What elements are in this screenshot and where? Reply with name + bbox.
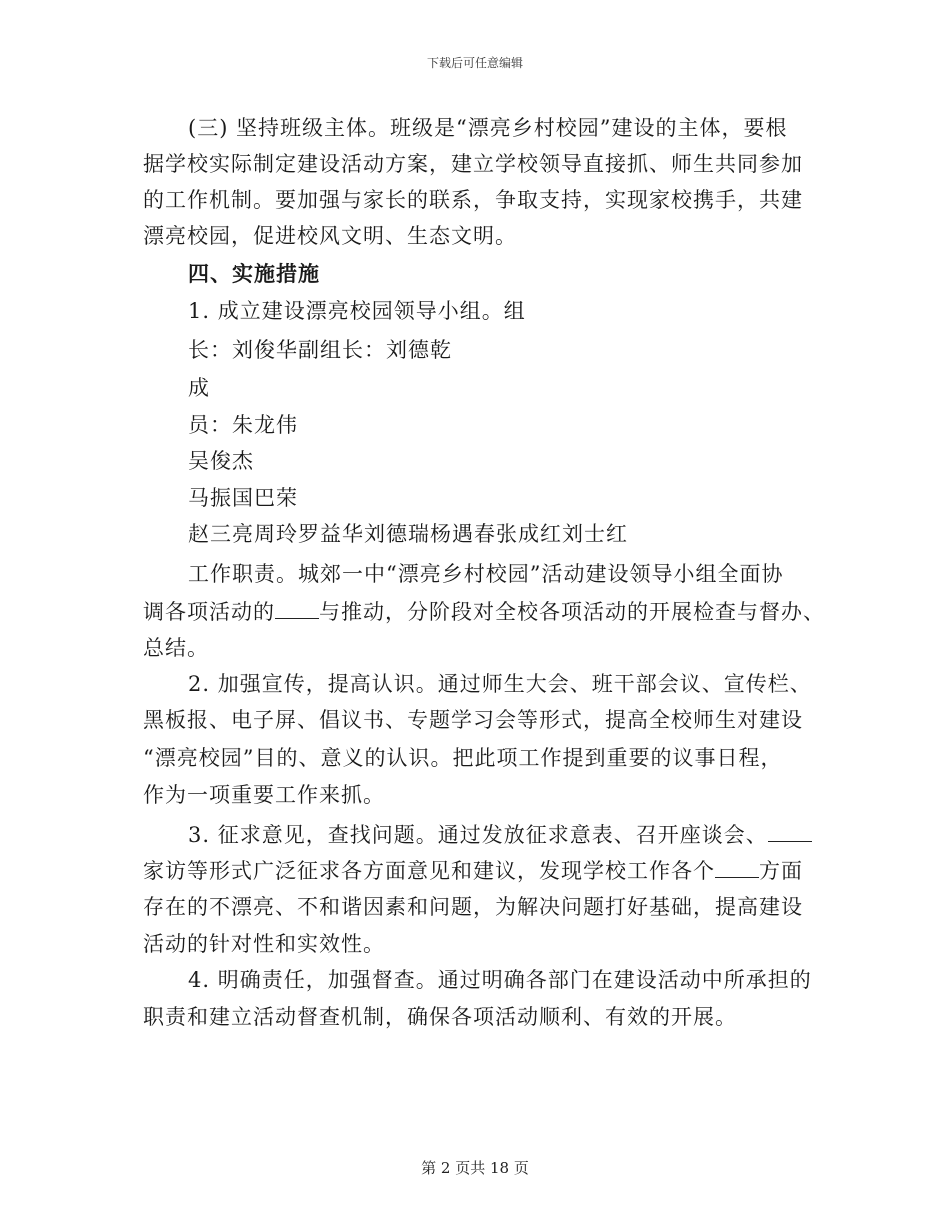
item-1-line: 成 [188,376,210,400]
paragraph-line: 据学校实际制定建设活动方案，建立学校领导直接抓、师生共同参加 [143,152,803,176]
blank-line [715,857,759,878]
paragraph-line: 的工作机制。要加强与家长的联系，争取支持，实现家校携手，共建 [143,188,803,212]
item-3-text: 3. 征求意见，查找问题。通过发放征求意表、召开座谈会、 [188,823,768,847]
duty-text: 与推动，分阶段对全校各项活动的开展检查与督办、 [319,600,825,624]
blank-line [768,821,812,842]
item-1-line: 员：朱龙伟 [188,413,298,437]
item-3-line [143,857,803,885]
item-2-line: “漂亮校园”目的、意义的认识。把此项工作提到重要的议事日程， [143,746,783,770]
blank-line [275,598,319,619]
paragraph-line: 漂亮校园，促进校风文明、生态文明。 [143,224,517,248]
section-heading: 四、实施措施 [188,261,320,286]
duty-line: 工作职责。城郊一中“漂亮乡村校园”活动建设领导小组全面协 [188,562,784,586]
duty-line [143,598,825,626]
duty-line: 总结。 [143,636,209,660]
item-3-line [188,821,812,849]
item-3-text: 家访等形式广泛征求各方面意见和建议，发现学校工作各个 [143,859,715,883]
item-2-line: 2. 加强宣传，提高认识。通过师生大会、班干部会议、宣传栏、 [188,672,812,696]
item-3-line: 存在的不漂亮、不和谐因素和问题，为解决问题打好基础，提高建设 [143,895,803,919]
item-1-line: 马振国巴荣 [188,486,298,510]
item-1-title: 1. 成立建设漂亮校园领导小组。组 [188,299,526,323]
item-1-line: 吴俊杰 [188,449,254,473]
item-4-line: 4. 明确责任，加强督查。通过明确各部门在建设活动中所承担的 [188,968,812,992]
item-1-line: 长：刘俊华副组长：刘德乾 [188,338,452,362]
item-3-line: 活动的针对性和实效性。 [143,932,385,956]
item-1-line: 赵三亮周玲罗益华刘德瑞杨遇春张成红刘士红 [188,522,628,546]
item-3-text: 方面 [759,859,803,883]
duty-text: 调各项活动的 [143,600,275,624]
paragraph-line: (三) 坚持班级主体。班级是“漂亮乡村校园”建设的主体，要根 [188,116,788,140]
page-footer: 第 2 页共 18 页 [421,1159,529,1177]
page-header: 下载后可任意编辑 [426,56,523,70]
item-2-line: 作为一项重要工作来抓。 [143,783,385,807]
item-4-line: 职责和建立活动督查机制，确保各项活动顺利、有效的开展。 [143,1005,737,1029]
item-2-line: 黑板报、电子屏、倡议书、专题学习会等形式，提高全校师生对建设 [143,708,803,732]
